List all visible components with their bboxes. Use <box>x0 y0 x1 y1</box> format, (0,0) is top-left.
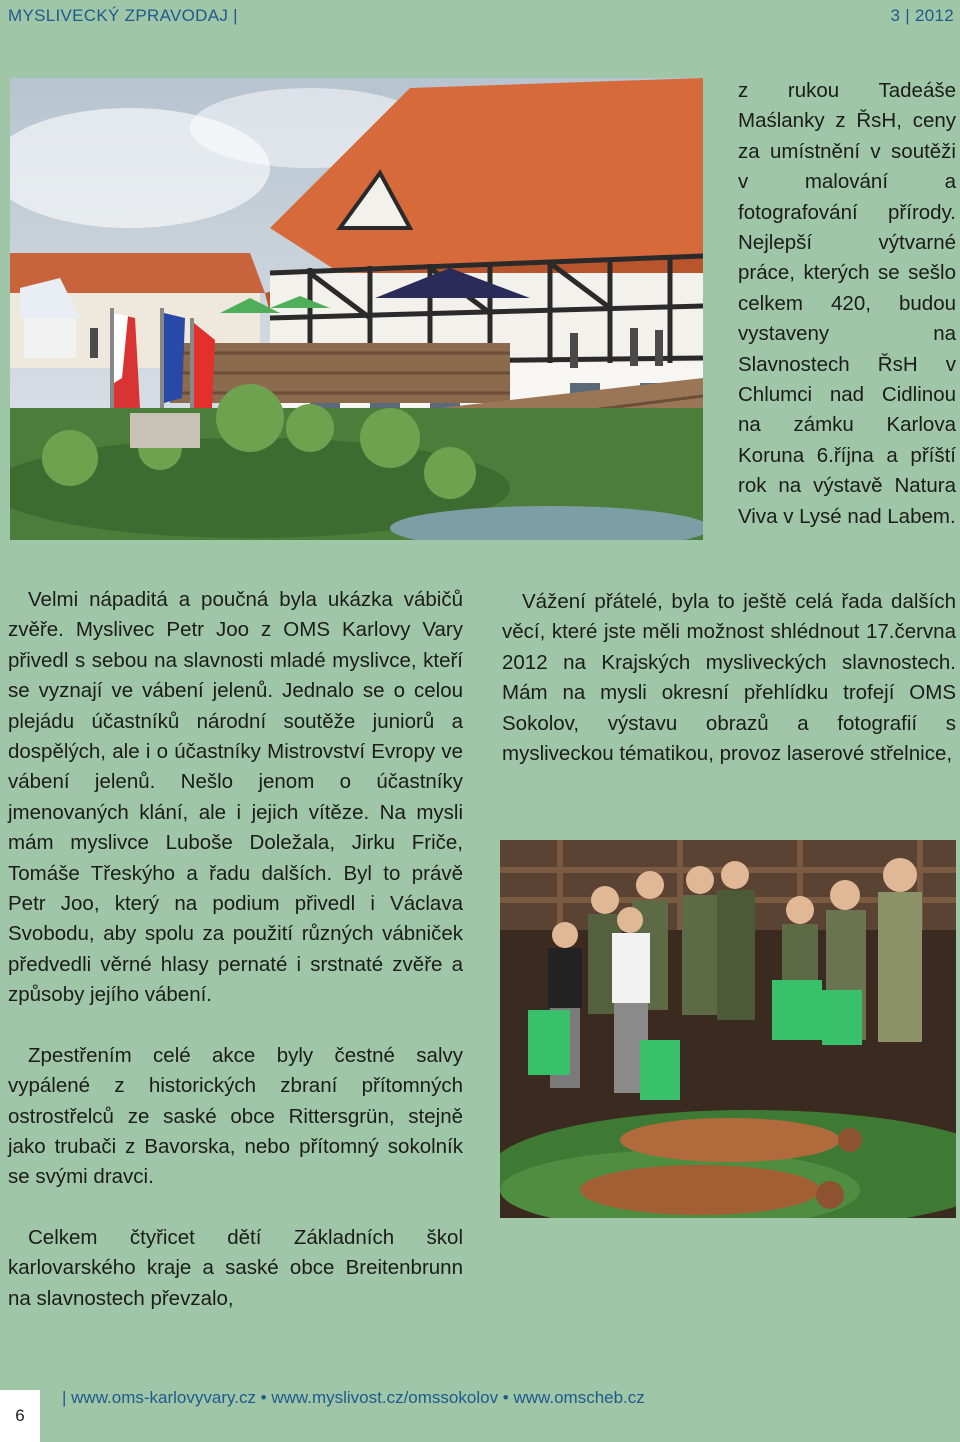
photo-building-terrace <box>10 78 703 540</box>
paragraph-deti: Celkem čtyřicet dětí Základních škol karlovarského kraje a saské obce Breitenbrunn na slavnostech převzalo, <box>8 1225 463 1310</box>
right-column-top <box>738 76 956 532</box>
photo-group-trophies-image <box>500 840 956 1218</box>
paragraph-vabice: Velmi nápaditá a poučná byla ukázka vábičů zvěře. Myslivec Petr Joo z OMS Karlovy Vary přivedl s sebou na slavnosti mladé myslivce, kteří se vyznají ve vábení jelenů. Jednalo se o celou plejádu účastníků národní soutěže juniorů a dospělých, ale i o účastníky Mistrovství Evropy ve vábení jelenů. Nešlo jenom o účastníky jmenovaných klání, ale i jejich vítěze. Na mysli mám myslivce Luboše Doležala, Jirku Friče, Tomáše Třeskýho a řadu dalších. Byl to právě Petr Joo, který na podium přivedl i Václava Svobodu, aby spolu za použití různých vábniček předvedli věrné hlasy pernaté i srstnaté zvěře a způsoby jejího vábení. <box>8 588 463 1007</box>
page-number: 6 <box>0 1390 40 1442</box>
paragraph-salvy: Zpestřením celé akce byly čestné salvy vypálené z historických zbraní přítomných ostrostřelců ze saské obce Rittersgrün, stejně jako trubači z Bavorska, nebo přítomný sokolník se svými dravci. <box>8 1043 463 1189</box>
right-top-paragraph: z rukou Tadeáše Maślanky z ŘsH, ceny za umístnění v soutěži v malování a fotografování přírody. Nejlepší výtvarné práce, kterých se sešlo celkem 420, budou vystaveny na Slavnostech ŘsH v Chlumci nad Cidlinou na zámku Karlova Koruna 6.října a příští rok na výstavě Natura Viva v Lysé nad Labem. <box>738 79 956 528</box>
paragraph-vazeni-pratele: Vážení přátelé, byla to ještě celá řada dalších věcí, které jste měli možnost shlédnout 17.června 2012 na Krajských mysliveckých slavnostech. Mám na mysli okresní přehlídku trofejí OMS Sokolov, výstavu obrazů a fotografií s mysliveckou tématikou, provoz laserové střelnice, <box>502 590 956 766</box>
page-header <box>0 0 960 34</box>
issue-number: 3 | 2012 <box>890 6 954 25</box>
footer-links: | www.oms-karlovyvary.cz • www.myslivost.cz/omssokolov • www.omscheb.cz <box>62 1388 645 1407</box>
magazine-title: MYSLIVECKÝ ZPRAVODAJ | <box>8 6 238 25</box>
right-column-middle <box>502 587 956 769</box>
left-column <box>8 585 463 1314</box>
photo-building-terrace-image <box>10 78 703 540</box>
photo-group-trophies <box>500 840 956 1218</box>
